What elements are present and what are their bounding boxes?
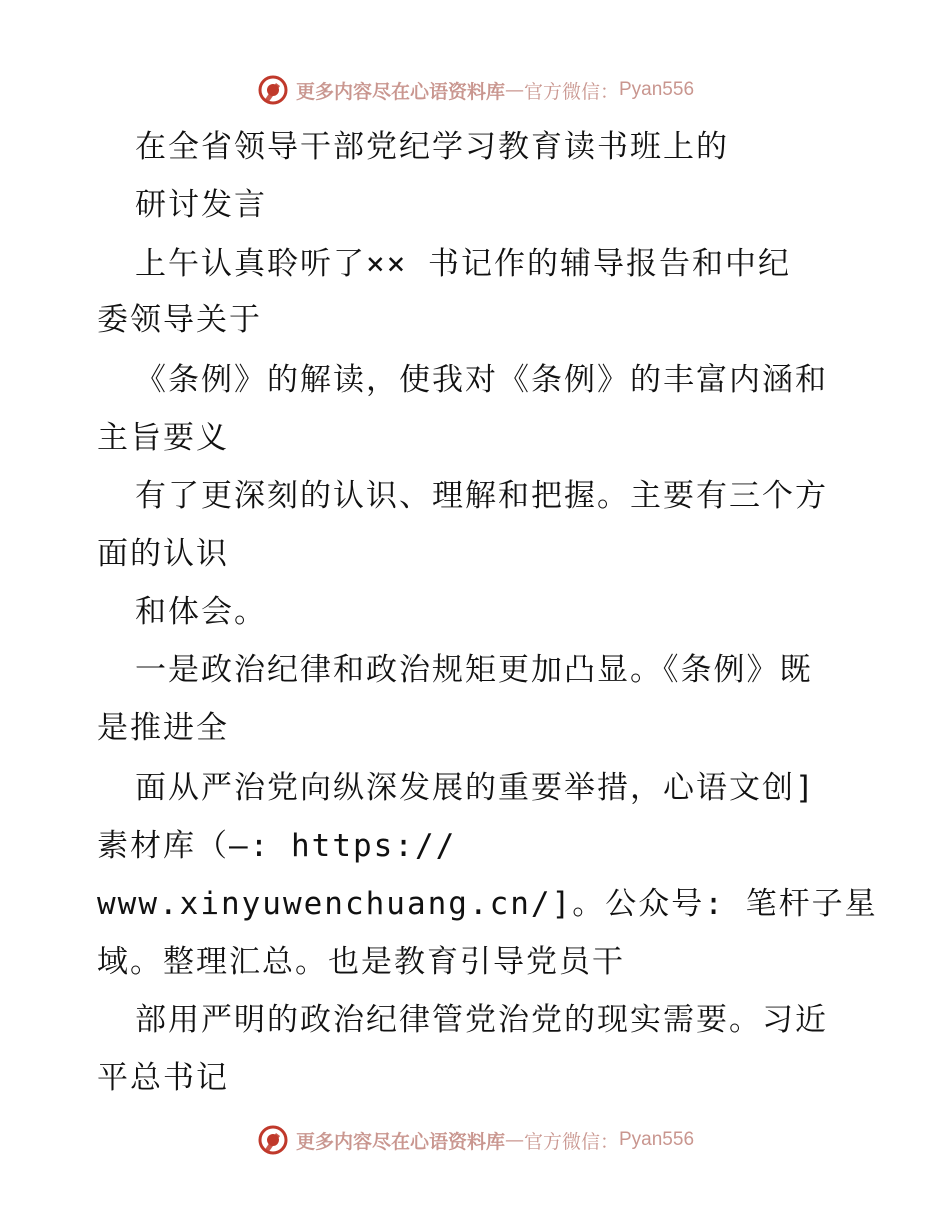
text-line: 主旨要义 <box>97 420 229 456</box>
pen-logo-icon <box>256 1123 290 1157</box>
footer-wechat-label: 官方微信： <box>523 1130 619 1153</box>
header-wechat-label: 官方微信： <box>523 80 619 103</box>
footer-site-text: 更多内容尽在心语资料库 <box>295 1130 505 1153</box>
text-line: 有了更深刻的认识、理解和把握。主要有三个方 <box>135 478 828 514</box>
header-dash: — <box>504 79 524 101</box>
text-line: 面从严治党向纵深发展的重要举措，心语文创] <box>135 770 816 806</box>
header-site-text: 更多内容尽在心语资料库 <box>295 80 505 103</box>
text-line: 素材库（—: https:// <box>97 828 457 864</box>
text-line: 平总书记 <box>97 1060 229 1096</box>
footer-dash: — <box>504 1129 524 1151</box>
text-line: 研讨发言 <box>135 187 267 223</box>
text-line: www.xinyuwenchuang.cn/]。公众号: 笔杆子星 <box>97 886 878 922</box>
text-line: 上午认真聆听了×× 书记作的辅导报告和中纪 <box>135 246 791 282</box>
header-wechat-id: Pyan556 <box>619 79 695 100</box>
text-line: 一是政治纪律和政治规矩更加凸显。《条例》既 <box>135 652 813 688</box>
text-line: 在全省领导干部党纪学习教育读书班上的 <box>135 129 729 165</box>
text-line: 域。整理汇总。也是教育引导党员干 <box>97 944 625 980</box>
text-line: 是推进全 <box>97 710 229 746</box>
footer-wechat-id: Pyan556 <box>619 1129 695 1150</box>
footer-watermark <box>0 1120 950 1160</box>
text-line: 委领导关于 <box>97 302 262 338</box>
text-line: 和体会。 <box>135 594 267 630</box>
text-line: 部用严明的政治纪律管党治党的现实需要。习近 <box>135 1002 828 1038</box>
text-line: 《条例》的解读，使我对《条例》的丰富内涵和 <box>135 362 828 398</box>
text-line: 面的认识 <box>97 536 229 572</box>
